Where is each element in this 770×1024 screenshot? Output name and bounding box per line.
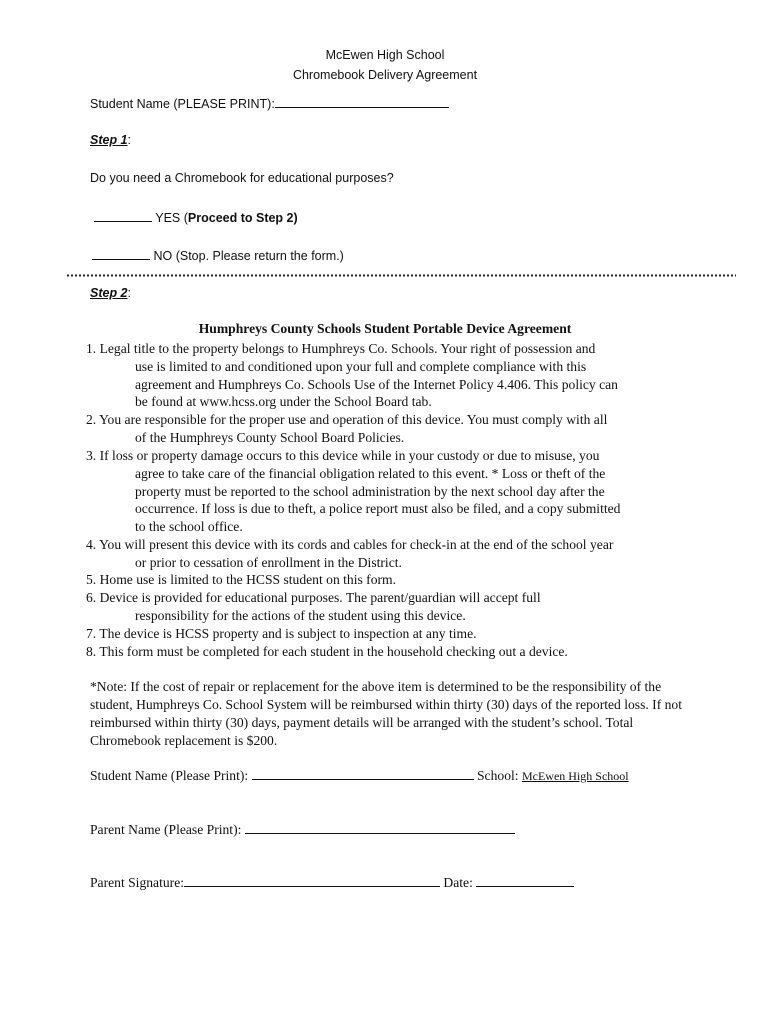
step2-colon: : (127, 286, 131, 300)
item-2-first-line: 2. You are responsible for the proper use and operation of this device. You must comply with all (86, 412, 608, 427)
item-3-line-3: property must be reported to the school administration by the next school day after the (135, 483, 605, 499)
item-7-first-line: 7. The device is HCSS property and is subject to inspection at any time. (86, 626, 477, 641)
agreement-item-2 (86, 411, 690, 447)
no-blank[interactable] (92, 247, 150, 260)
yes-option (94, 209, 298, 225)
parent-name-label: Parent Name (Please Print): (90, 822, 242, 837)
student-name-blank[interactable] (275, 95, 449, 108)
item-4-first-line: 4. You will present this device with its cords and cables for check-in at the end of the school year (86, 537, 614, 552)
date-blank[interactable] (476, 874, 574, 887)
yes-proceed-text: Proceed to Step 2) (187, 211, 298, 225)
agreement-title: Humphreys County Schools Student Portable Device Agreement (198, 321, 572, 336)
student-signature-row (90, 767, 629, 784)
step1-colon: : (127, 133, 131, 147)
item-1-line-2: use is limited to and conditioned upon your full and complete compliance with this (135, 358, 587, 374)
item-6-line-2: responsibility for the actions of the student using this device. (135, 607, 466, 623)
step1-question: Do you need a Chromebook for educational purposes? (90, 171, 394, 185)
agreement-item-5 (86, 571, 690, 589)
item-3-line-2: agree to take care of the financial obligation related to this event. * Loss or theft of the (135, 465, 606, 481)
agreement-item-6 (86, 589, 690, 625)
agreement-item-1 (86, 340, 690, 411)
school-value: McEwen High School (521, 769, 629, 783)
dotted-divider (66, 274, 736, 277)
step1-heading (90, 133, 131, 147)
item-1-first-line: 1. Legal title to the property belongs to Humphreys Co. Schools. Your right of possession and (86, 341, 596, 356)
student-name-row (90, 95, 449, 111)
agreement-item-4 (86, 536, 690, 572)
yes-blank[interactable] (94, 209, 152, 222)
yes-text: YES ( (152, 211, 188, 225)
item-3-line-4: occurrence. If loss is due to theft, a police report must also be filed, and a copy submitted (135, 501, 621, 517)
item-3-line-5: to the school office. (135, 519, 243, 535)
parent-name-row (90, 821, 515, 838)
step2-label: Step 2 (90, 286, 128, 300)
item-2-line-2: of the Humphreys County School Board Policies. (135, 429, 405, 445)
item-6-first-line: 6. Device is provided for educational purposes. The parent/guardian will accept full (86, 590, 541, 605)
item-1-line-3: agreement and Humphreys Co. Schools Use of the Internet Policy 4.406. This policy can (135, 376, 618, 392)
item-5-first-line: 5. Home use is limited to the HCSS student on this form. (86, 572, 397, 587)
item-8-first-line: 8. This form must be completed for each student in the household checking out a device. (86, 644, 568, 659)
school-label: School: (477, 768, 519, 783)
parent-signature-label: Parent Signature: (90, 875, 185, 890)
agreement-item-3 (86, 447, 690, 536)
form-title: Chromebook Delivery Agreement (292, 68, 478, 82)
parent-signature-row (90, 874, 574, 891)
agreement-item-7 (86, 625, 690, 643)
no-option (92, 247, 344, 263)
student-name-print-blank[interactable] (252, 767, 474, 780)
parent-signature-blank[interactable] (184, 874, 440, 887)
no-text: NO (Stop. Please return the form.) (150, 249, 344, 263)
item-4-line-2: or prior to cessation of enrollment in the District. (135, 554, 402, 570)
date-label: Date: (443, 875, 473, 890)
parent-name-blank[interactable] (245, 821, 515, 834)
step1-label: Step 1 (90, 133, 128, 147)
agreement-item-8 (86, 643, 690, 661)
school-name: McEwen High School (325, 48, 445, 62)
item-1-line-4: be found at www.hcss.org under the School Board tab. (135, 394, 432, 410)
student-name-label: Student Name (PLEASE PRINT): (90, 97, 275, 111)
student-name-print-label: Student Name (Please Print): (90, 768, 249, 783)
item-3-first-line: 3. If loss or property damage occurs to this device while in your custody or due to misuse, you (86, 448, 600, 463)
step2-heading (90, 286, 131, 300)
replacement-note: *Note: If the cost of repair or replacement for the above item is determined to be the responsibility of the student, Humphreys Co. School System will be reimbursed within thirty (30) days of the reported loss. If not reimbursed within thirty (30) days, payment details will be arranged with the student’s school. Total Chromebook replacement is $200. (90, 679, 683, 748)
